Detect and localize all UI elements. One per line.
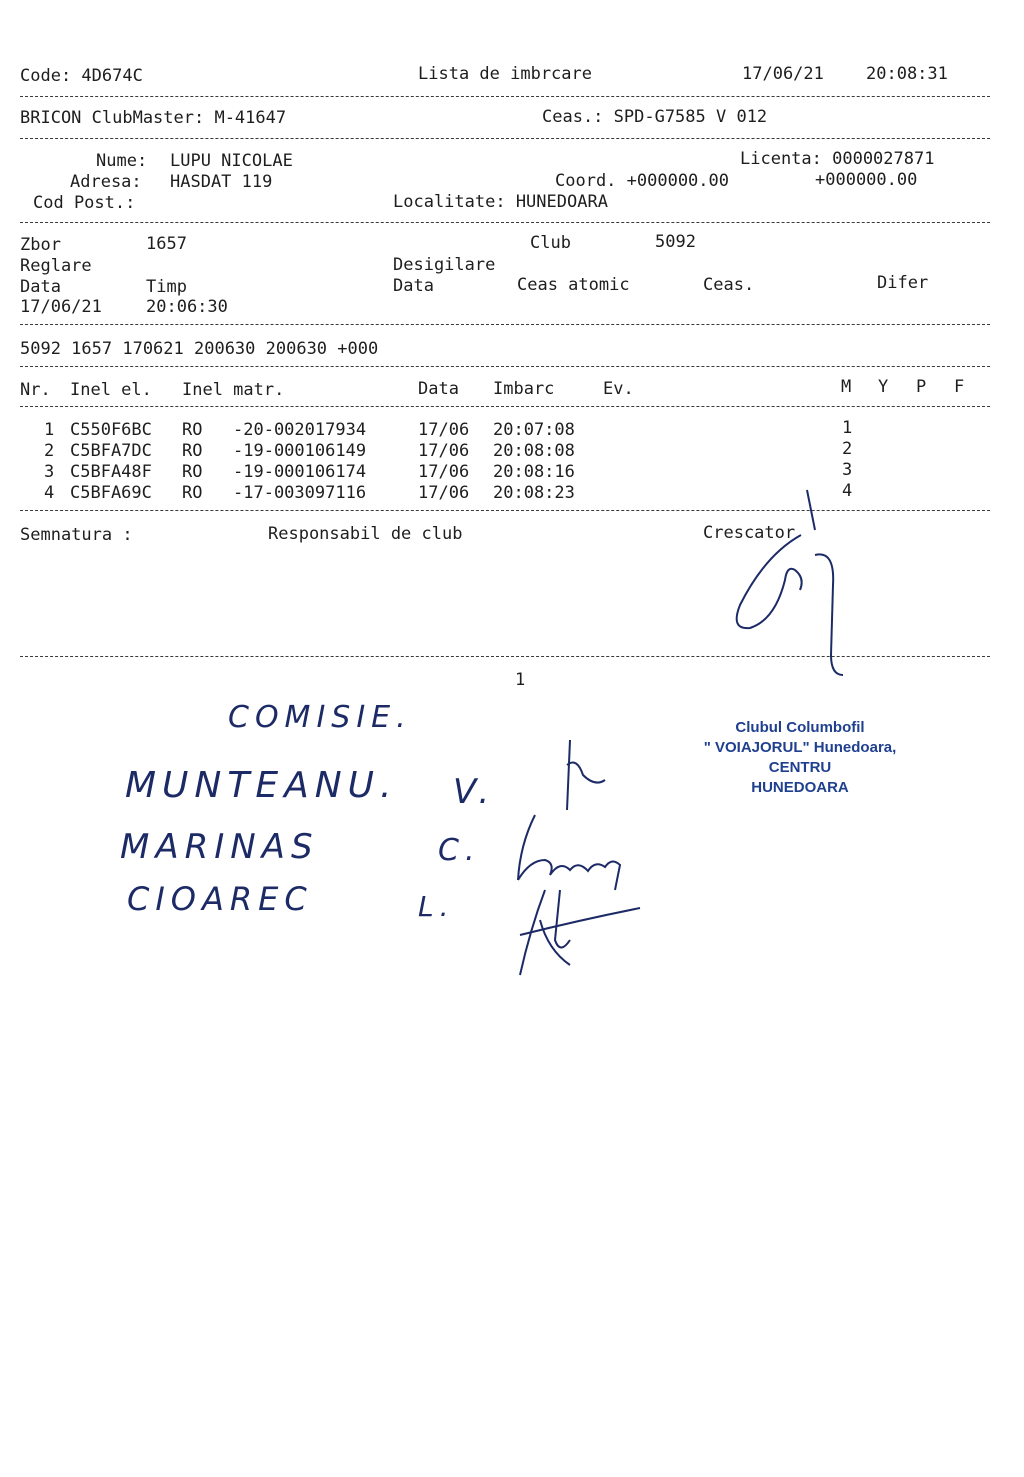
handwritten-comisie: COMISIE.	[228, 700, 412, 735]
ceas-label: Ceas.	[703, 275, 755, 295]
coordinates-2: +000000.00	[815, 170, 918, 190]
ring-country: RO	[182, 483, 203, 503]
m-value: 4	[842, 481, 853, 501]
fancier-name: LUPU NICOLAE	[170, 151, 293, 171]
handwritten-name-3: CIOAREC	[127, 880, 313, 918]
col-header-f: F	[954, 377, 965, 397]
basket-time: 20:08:23	[493, 483, 575, 503]
basket-date: 17/06	[418, 441, 470, 461]
handwritten-name-2: MARINAS	[120, 827, 319, 867]
stamp-line: CENTRU	[768, 759, 832, 776]
doc-time: 20:08:31	[866, 64, 948, 84]
data-label: Data	[20, 277, 61, 297]
handwritten-initial-2: C.	[438, 833, 481, 868]
col-header-nr: Nr.	[20, 380, 51, 400]
m-value: 1	[842, 418, 853, 438]
col-header-p: P	[916, 377, 927, 397]
doc-title: Lista de imbrcare	[418, 64, 592, 84]
reglare-label: Reglare	[20, 256, 92, 276]
licence-number: Licenta: 0000027871	[740, 149, 935, 169]
divider	[20, 366, 990, 367]
doc-date: 17/06/21	[742, 64, 824, 84]
club-responsible-label: Responsabil de club	[268, 524, 463, 544]
divider	[20, 138, 990, 139]
clock-id: Ceas.: SPD-G7585 V 012	[542, 107, 768, 127]
nume-label: Nume:	[96, 151, 148, 171]
col-header-imbarc: Imbarc	[493, 379, 555, 399]
basket-date: 17/06	[418, 420, 470, 440]
row-number: 4	[44, 483, 55, 503]
divider	[20, 656, 990, 657]
ring-number: -19-000106174	[233, 462, 367, 482]
breeder-signature	[715, 480, 865, 695]
ring-number: -20-002017934	[233, 420, 367, 440]
ring-number: -17-003097116	[233, 483, 367, 503]
ring-country: RO	[182, 462, 203, 482]
row-number: 2	[44, 441, 55, 461]
basket-time: 20:08:08	[493, 441, 575, 461]
reglare-time: 20:06:30	[146, 297, 228, 317]
ring-country: RO	[182, 420, 203, 440]
clubmaster-id: BRICON ClubMaster: M-41647	[20, 108, 287, 128]
commission-signature-3	[500, 880, 660, 980]
reglare-date: 17/06/21	[20, 297, 102, 317]
club-label: Club	[530, 233, 571, 253]
zbor-label: Zbor	[20, 235, 61, 255]
ring-country: RO	[182, 441, 203, 461]
page-number: 1	[515, 670, 526, 690]
col-header-inel-el: Inel el.	[70, 380, 152, 400]
ring-number: -19-000106149	[233, 441, 367, 461]
divider	[20, 222, 990, 223]
row-number: 3	[44, 462, 55, 482]
data-label-2: Data	[393, 276, 434, 296]
stamp-line: Clubul Columbofil	[735, 719, 865, 736]
ring-electronic: C550F6BC	[70, 420, 152, 440]
m-value: 2	[842, 439, 853, 459]
postcode-label: Cod Post.:	[33, 193, 136, 213]
ring-electronic: C5BFA69C	[70, 483, 152, 503]
basket-time: 20:07:08	[493, 420, 575, 440]
adresa-label: Adresa:	[70, 172, 142, 192]
handwritten-name-1: MUNTEANU.	[125, 765, 398, 806]
col-header-ev: Ev.	[603, 379, 634, 399]
locality: Localitate: HUNEDOARA	[393, 192, 608, 212]
code-line: 5092 1657 170621 200630 200630 +000	[20, 339, 379, 359]
col-header-m: M	[841, 377, 852, 397]
basket-time: 20:08:16	[493, 462, 575, 482]
basket-date: 17/06	[418, 462, 470, 482]
ceas-atomic-label: Ceas atomic	[517, 275, 630, 295]
handwritten-initial-1: V.	[453, 772, 496, 812]
basket-date: 17/06	[418, 483, 470, 503]
club-stamp	[680, 718, 920, 798]
col-header-inel-matr: Inel matr.	[182, 380, 285, 400]
col-header-y: Y	[878, 377, 889, 397]
ring-electronic: C5BFA7DC	[70, 441, 152, 461]
breeder-label: Crescator	[703, 523, 796, 543]
difer-label: Difer	[877, 273, 929, 293]
divider	[20, 96, 990, 97]
handwritten-initial-3: L.	[418, 890, 455, 923]
row-number: 1	[44, 420, 55, 440]
desigilare-label: Desigilare	[393, 255, 496, 275]
ring-electronic: C5BFA48F	[70, 462, 152, 482]
stamp-line: HUNEDOARA	[751, 779, 849, 796]
doc-code: Code: 4D674C	[20, 66, 143, 86]
flight-number: 1657	[146, 234, 187, 254]
timp-label: Timp	[146, 277, 187, 297]
divider	[20, 324, 990, 325]
stamp-line: " VOIAJORUL" Hunedoara,	[703, 739, 897, 756]
fancier-address: HASDAT 119	[170, 172, 273, 192]
col-header-data: Data	[418, 379, 459, 399]
divider	[20, 406, 990, 407]
m-value: 3	[842, 460, 853, 480]
club-number: 5092	[655, 232, 696, 252]
coordinates: Coord. +000000.00	[555, 171, 729, 191]
signature-label: Semnatura :	[20, 525, 133, 545]
